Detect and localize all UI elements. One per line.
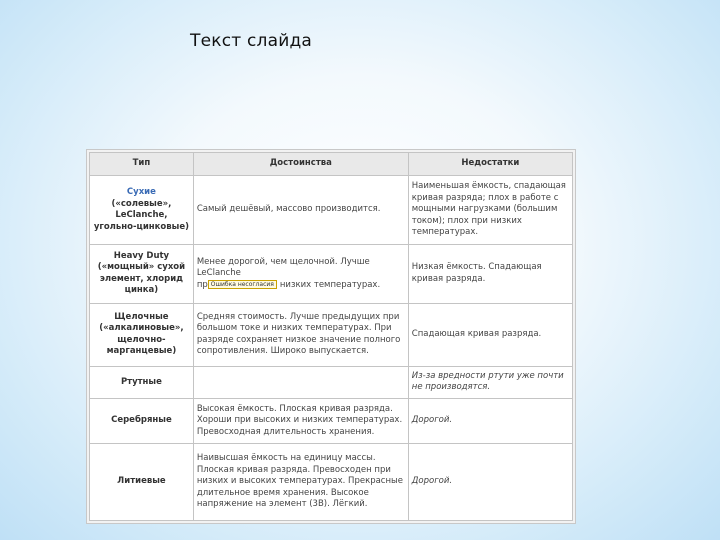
battery-comparison-table [86,149,576,524]
header-advantages: Достоинства [193,153,408,176]
table-row [90,443,573,520]
table-row [90,303,573,366]
type-text: («солевые», LeClanche, угольно-цинковые) [93,198,189,232]
type-cell: Щелочные («алкалиновые», щелочно-марганцевые) [90,303,194,366]
header-disadvantages: Недостатки [408,153,572,176]
disadvantages-cell: Наименьшая ёмкость, спадающая кривая разряда; плох в работе с мощными нагрузками (большим током); плох при низких температурах. [408,176,572,245]
header-type: Тип [90,153,194,176]
disadvantages-cell: Низкая ёмкость. Спадающая кривая разряда. [408,245,572,304]
type-cell: Серебряные [90,399,194,444]
table-row [90,176,573,245]
type-link-dry[interactable]: Сухие [126,187,156,197]
advantages-text: Менее дорогой, чем щелочной. Лучше LeClanche [196,256,370,279]
type-cell: Heavy Duty («мощный» сухой элемент, хлорид цинка) [90,245,194,304]
advantages-text-cont: низких температурах. [279,279,381,290]
disadvantages-cell: Из-за вредности ртути уже почти не производятся. [408,366,572,398]
spellcheck-tooltip[interactable]: Ошибка несогласия [208,280,277,289]
disadvantages-cell: Дорогой. [408,399,572,444]
advantages-cell: Средняя стоимость. Лучше предыдущих при большом токе и низких температурах. При разряде сохраняет низкое значение полного сопротивления. Широко выпускается. [193,303,408,366]
advantages-cell [193,245,408,304]
type-cell [90,176,194,245]
advantages-cell: Самый дешёвый, массово производится. [193,176,408,245]
table-row [90,399,573,444]
advantages-cell [193,366,408,398]
table-row [90,366,573,398]
slide-title: Текст слайда [190,31,313,51]
comparison-table [89,152,573,521]
advantages-prefix: пр [196,279,208,290]
disadvantages-cell: Спадающая кривая разряда. [408,303,572,366]
type-cell: Литиевые [90,443,194,520]
disadvantages-cell: Дорогой. [408,443,572,520]
advantages-cell: Высокая ёмкость. Плоская кривая разряда. Хороши при высоких и низких температурах. Превосходная длительность хранения. [193,399,408,444]
type-cell: Ртутные [90,366,194,398]
table-row [90,245,573,304]
table-header-row [90,153,573,176]
advantages-cell: Наивысшая ёмкость на единицу массы. Плоская кривая разряда. Превосходен при низких и высоких температурах. Прекрасные длительное время хранения. Высокое напряжение на элемент (3В). Лёгкий. [193,443,408,520]
